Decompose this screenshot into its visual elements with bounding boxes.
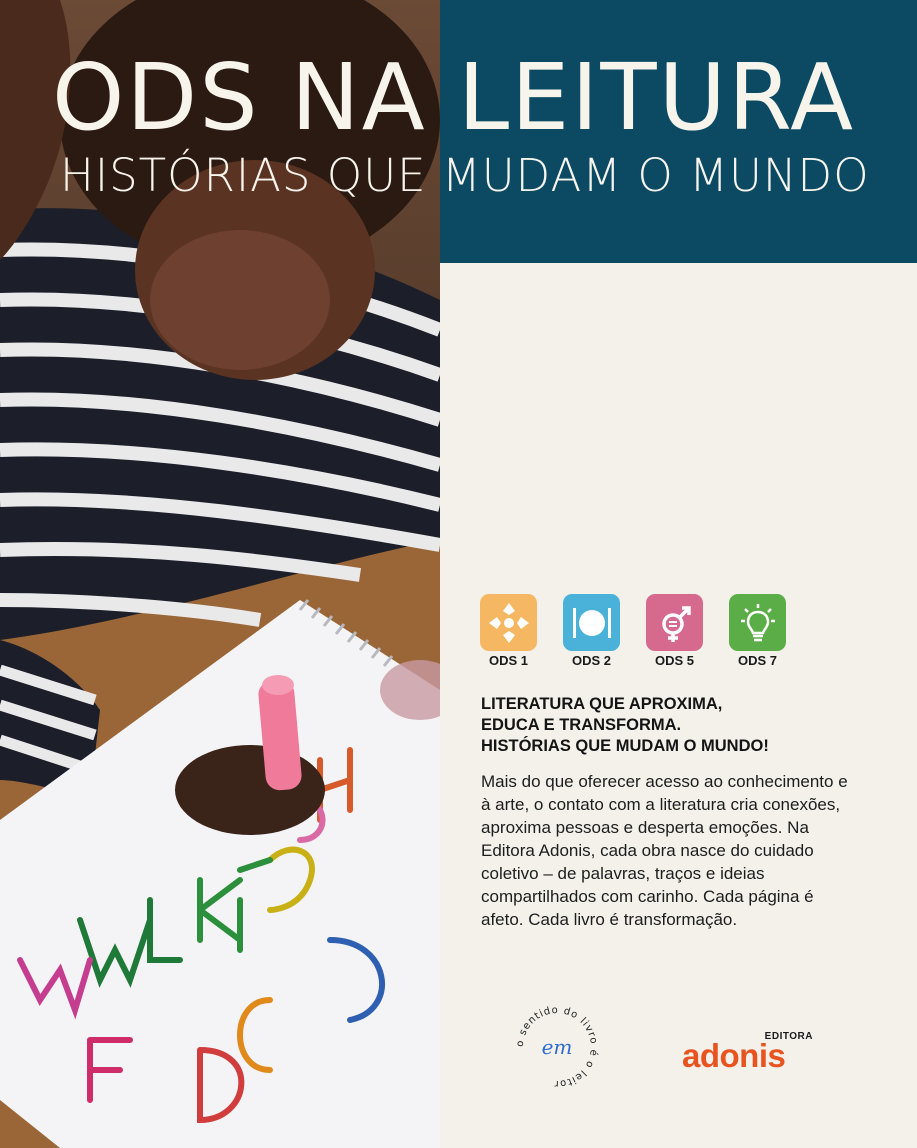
ods-label: ODS 5 bbox=[654, 653, 694, 668]
lightbulb-icon bbox=[729, 594, 786, 651]
heading-line: LITERATURA QUE APROXIMA, bbox=[481, 695, 723, 713]
seal-logo bbox=[510, 1000, 604, 1094]
gender-equality-icon bbox=[646, 594, 703, 651]
page-subtitle: HISTÓRIAS QUE MUDAM O MUNDO bbox=[60, 149, 870, 202]
ods-badge-5 bbox=[646, 594, 703, 668]
publisher-small-text: EDITORA bbox=[764, 1031, 813, 1042]
ods-badge-7 bbox=[729, 594, 786, 668]
publisher-name: adonis bbox=[682, 1037, 786, 1074]
seal-text: o sentido do livro é o leitor bbox=[514, 1004, 600, 1090]
body-paragraph: Mais do que oferecer acesso ao conhecimento e à arte, o contato com a literatura cria conexões, aproxima pessoas e desperta emoções. Na Editora Adonis, cada obra nasce do cuidado coletivo – de palavras, traços e ideias compartilhados com carinho. Cada página é afeto. Cada livro é transformação. bbox=[481, 772, 848, 929]
ods-label: ODS 1 bbox=[488, 653, 528, 668]
heading-line: HISTÓRIAS QUE MUDAM O MUNDO! bbox=[481, 737, 769, 755]
people-circle-icon bbox=[480, 594, 537, 651]
ods-label: ODS 7 bbox=[737, 653, 777, 668]
publisher-logo bbox=[682, 1031, 817, 1075]
plate-cutlery-icon bbox=[563, 594, 620, 651]
section-heading bbox=[481, 694, 769, 757]
heading-line: EDUCA E TRANSFORMA. bbox=[481, 716, 682, 734]
ods-label: ODS 2 bbox=[571, 653, 611, 668]
ods-badge-1 bbox=[480, 594, 537, 668]
page-title: ODS NA LEITURA bbox=[52, 44, 856, 151]
ods-badge-2 bbox=[563, 594, 620, 668]
seal-mark: em bbox=[541, 1035, 573, 1059]
ods-badges bbox=[480, 594, 786, 668]
